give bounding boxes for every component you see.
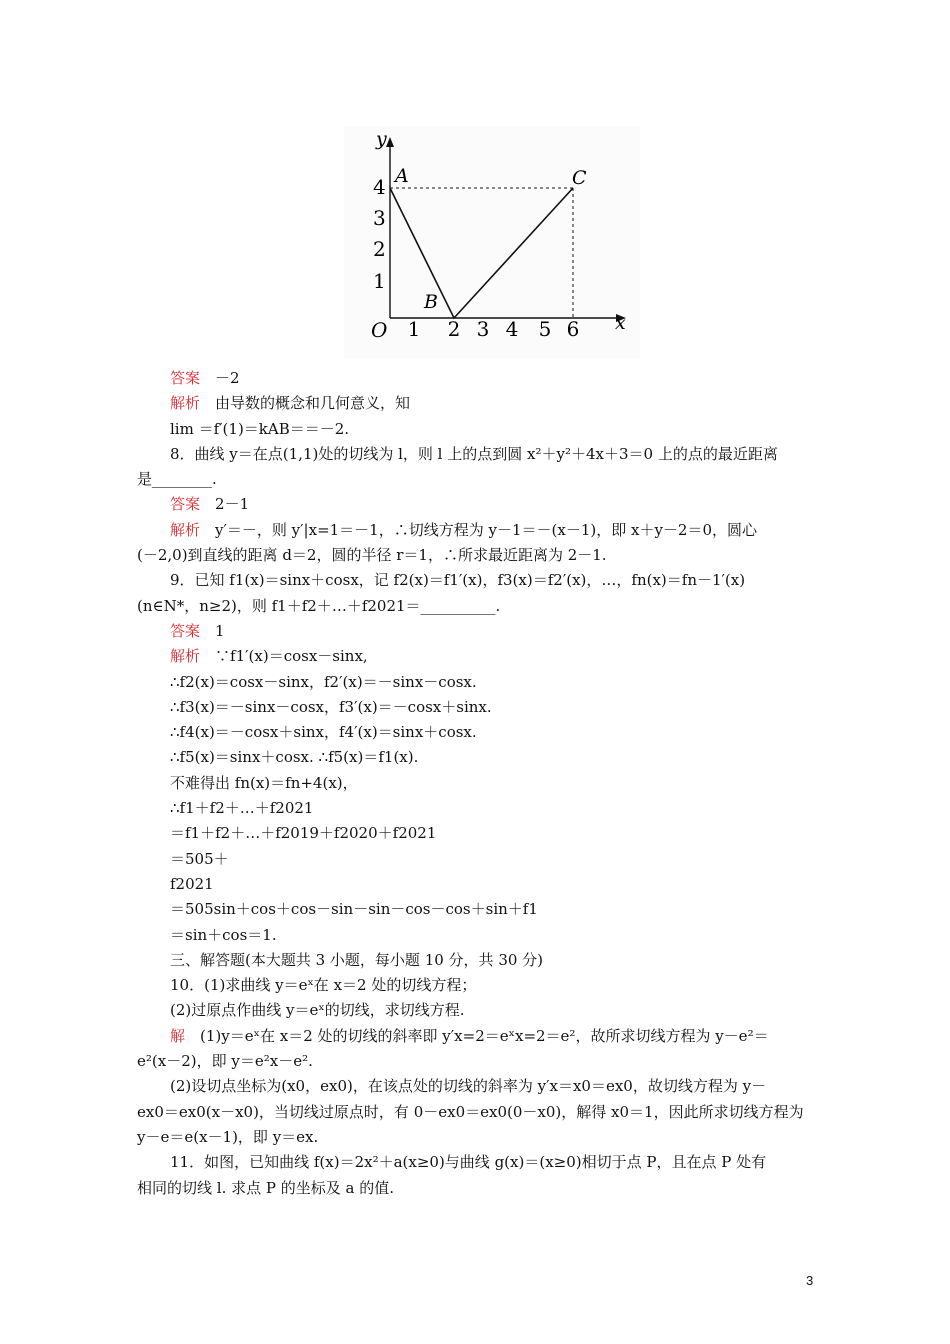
text-line: f2021 [170, 874, 214, 893]
answer-label: 答案 [170, 495, 201, 514]
origin-label: O [371, 318, 388, 342]
coordinate-figure [344, 126, 640, 358]
question-line: 8．曲线 y＝在点(1,1)处的切线为 l，则 l 上的点到圆 x²＋y²＋4x＋3＝0 上的点的最近距离 [170, 444, 778, 463]
text-line: ＝f1＋f2＋…＋f2019＋f2020＋f2021 [170, 824, 437, 843]
question-line: 9．已知 f1(x)＝sinx＋cosx，记 f2(x)＝f1′(x)，f3(x)＝f2′(x)，…，fn(x)＝fn－1′(x) [170, 571, 746, 590]
solution-label: 解 [170, 1026, 186, 1045]
analysis-line: 解析 由导数的概念和几何意义，知 [170, 394, 411, 413]
figure-svg [344, 126, 640, 358]
text-line: y－e＝e(x－1)，即 y＝ex. [137, 1127, 319, 1146]
point-a-label: A [395, 165, 409, 187]
text-line: ∴f1＋f2＋…＋f2021 [170, 799, 314, 818]
point-b-label: B [424, 291, 438, 313]
text-line: lim ＝f′(1)＝kAB＝＝－2. [170, 419, 350, 438]
question-line: 11．如图，已知曲线 f(x)＝2x²＋a(x≥0)与曲线 g(x)＝(x≥0)相切于点 P，且在点 P 处有 [170, 1153, 767, 1172]
y-tick-label: 3 [373, 206, 386, 230]
analysis-line: 解析 ∵f1′(x)＝cosx－sinx, [170, 647, 368, 666]
analysis-label: 解析 [170, 520, 201, 539]
section-heading: 三、解答题(本大题共 3 小题，每小题 10 分，共 30 分) [170, 950, 544, 969]
x-tick-label: 5 [538, 317, 552, 341]
x-tick-label: 3 [476, 317, 490, 341]
text-line: (－2,0)到直线的距离 d＝2，圆的半径 r＝1，∴所求最近距离为 2－1. [137, 546, 607, 565]
solution-line: 解 (1)y＝eˣ在 x＝2 处的切线的斜率即 y′x=2＝eˣx=2＝e²，故所求切线方程为 y－e²＝ [170, 1026, 769, 1045]
text-line: e²(x－2)，即 y＝e²x－e². [137, 1052, 313, 1071]
y-tick-label: 4 [373, 175, 386, 199]
x-tick-label: 1 [407, 317, 421, 341]
page-number: 3 [806, 1273, 814, 1288]
y-axis-label: y [376, 128, 387, 150]
x-tick-label: 4 [505, 317, 519, 341]
text-line: ＝505sin＋cos＋cos－sin－sin－cos－cos＋sin＋f1 [170, 900, 538, 919]
analysis-label: 解析 [170, 647, 201, 666]
text-line: 是________. [137, 470, 217, 489]
text-line: ＝sin＋cos＝1. [170, 925, 277, 944]
x-tick-label: 6 [566, 317, 580, 341]
answer-label: 答案 [170, 369, 201, 387]
point-c-label: C [572, 167, 587, 189]
text-line: (2)设切点坐标为(x0，ex0)，在该点处的切线的斜率为 y′x＝x0＝ex0，故切线方程为 y－ [170, 1077, 767, 1096]
question-line: 10．(1)求曲线 y＝eˣ在 x＝2 处的切线方程； [170, 976, 477, 995]
x-tick-label: 2 [447, 317, 461, 341]
analysis-line: 解析 y′＝－，则 y′|x=1＝－1，∴切线方程为 y－1＝－(x－1)，即 x＋y－2＝0，圆心 [170, 520, 758, 539]
question-line: (2)过原点作曲线 y＝eˣ的切线，求切线方程. [170, 1001, 465, 1020]
answer-line: 答案 1 [170, 621, 225, 640]
text-line: 不难得出 fn(x)＝fn+4(x)， [170, 773, 358, 792]
text-line: (n∈N*，n≥2)，则 f1＋f2＋…＋f2021＝__________. [137, 596, 501, 615]
y-axis-arrow [386, 137, 394, 147]
x-axis-label: x [615, 312, 626, 334]
text-line: ＝505＋ [170, 849, 229, 868]
analysis-label: 解析 [170, 394, 201, 413]
text-line: ∴f2(x)＝cosx－sinx，f2′(x)＝－sinx－cosx. [170, 672, 477, 691]
answer-line: 答案 2－1 [170, 495, 250, 514]
answer-label: 答案 [170, 621, 201, 640]
answer-line: 答案 －2 [170, 369, 240, 387]
text-line: 相同的切线 l. 求点 P 的坐标及 a 的值. [137, 1178, 394, 1197]
y-tick-label: 2 [373, 237, 386, 261]
text-line: ∴f5(x)＝sinx＋cosx. ∴f5(x)＝f1(x). [170, 748, 419, 767]
document-body [137, 366, 817, 1201]
text-line: ex0＝ex0(x－x0)，当切线过原点时，有 0－ex0＝ex0(0－x0)，解得 x0＝1，因此所求切线方程为 [137, 1102, 804, 1121]
graph-polyline [390, 188, 573, 318]
text-line: ∴f3(x)＝－sinx－cosx，f3′(x)＝－cosx＋sinx. [170, 697, 492, 716]
text-line: ∴f4(x)＝－cosx＋sinx，f4′(x)＝sinx＋cosx. [170, 723, 477, 742]
y-tick-label: 1 [373, 269, 386, 293]
